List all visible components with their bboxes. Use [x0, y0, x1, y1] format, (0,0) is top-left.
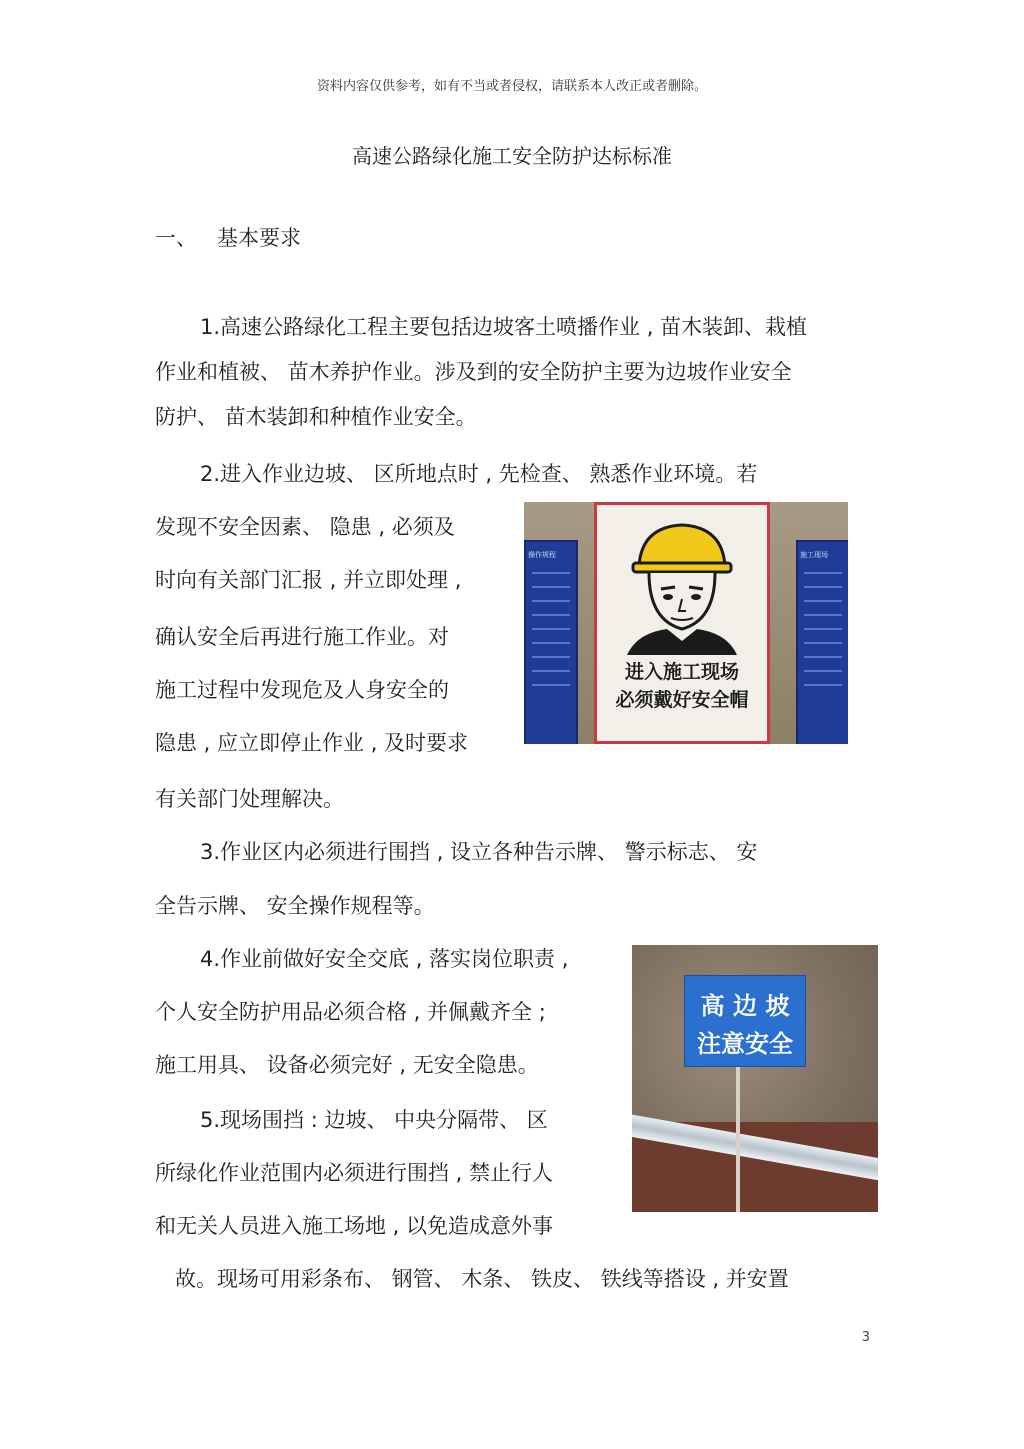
sign-text-line1: 进入施工现场: [624, 661, 739, 683]
body-line: 隐患 , 应立即停止作业 , 及时要求: [155, 731, 469, 755]
body-line: 和无关人员进入施工场地 , 以免造成意外事: [155, 1214, 554, 1238]
section-number: 一、: [155, 226, 197, 250]
body-line: 发现不安全因素、 隐患 , 必须及: [155, 515, 455, 539]
body-line: 个人安全防护用品必须合格 , 并佩戴齐全 ;: [155, 1000, 546, 1024]
body-line: 施工用具、 设备必须完好 , 无安全隐患。: [155, 1053, 539, 1077]
body-line: 1.高速公路绿化工程主要包括边坡客土喷播作业 , 苗木装卸、栽植: [200, 315, 808, 339]
body-line: 确认安全后再进行施工作业。对: [155, 625, 449, 649]
body-line: 故。现场可用彩条布、 钢管、 木条、 铁皮、 铁线等搭设 , 并安置: [175, 1267, 789, 1291]
hard-hat-sign: [594, 502, 770, 744]
right-info-board: [796, 540, 848, 744]
body-line: 5.现场围挡 : 边坡、 中央分隔带、 区: [200, 1108, 548, 1132]
right-board-title: 施工现场: [800, 551, 828, 559]
high-slope-sign: [684, 975, 806, 1067]
high-slope-sign-photo: [632, 945, 878, 1212]
section-heading: [155, 222, 301, 252]
body-line: 作业和植被、 苗木养护作业。涉及到的安全防护主要为边坡作业安全: [155, 360, 792, 384]
body-line: 施工过程中发现危及人身安全的: [155, 678, 449, 702]
body-line: 3.作业区内必须进行围挡 , 设立各种告示牌、 警示标志、 安: [200, 840, 758, 864]
slope-sign-line1: 高 边 坡: [700, 992, 790, 1020]
body-line: 有关部门处理解决。: [155, 787, 344, 811]
body-line: 全告示牌、 安全操作规程等。: [155, 894, 435, 918]
body-line: 时向有关部门汇报 , 并立即处理 ,: [155, 568, 462, 592]
sign-text-line2: 必须戴好安全帽: [615, 689, 749, 711]
left-info-board: [524, 540, 578, 744]
body-line: 所绿化作业范围内必须进行围挡 , 禁止行人: [155, 1161, 554, 1185]
body-line: 4.作业前做好安全交底 , 落实岗位职责 ,: [200, 947, 569, 971]
document-title: 高速公路绿化施工安全防护达标标准: [352, 144, 672, 168]
body-line: 2.进入作业边坡、 区所地点时 , 先检查、 熟悉作业环境。若: [200, 462, 758, 486]
page-number: 3: [861, 1330, 870, 1345]
safety-helmet-sign-photo: [524, 502, 848, 744]
sign-pole: [736, 1065, 740, 1212]
worker-hardhat-illustration: [597, 505, 767, 655]
slope-sign-line2: 注意安全: [697, 1030, 793, 1058]
left-board-title: 操作规程: [528, 551, 556, 559]
header-notice: 资料内容仅供参考，如有不当或者侵权，请联系本人改正或者删除。: [316, 79, 707, 94]
body-line: 防护、 苗木装卸和种植作业安全。: [155, 405, 477, 429]
section-label: 基本要求: [217, 226, 301, 250]
